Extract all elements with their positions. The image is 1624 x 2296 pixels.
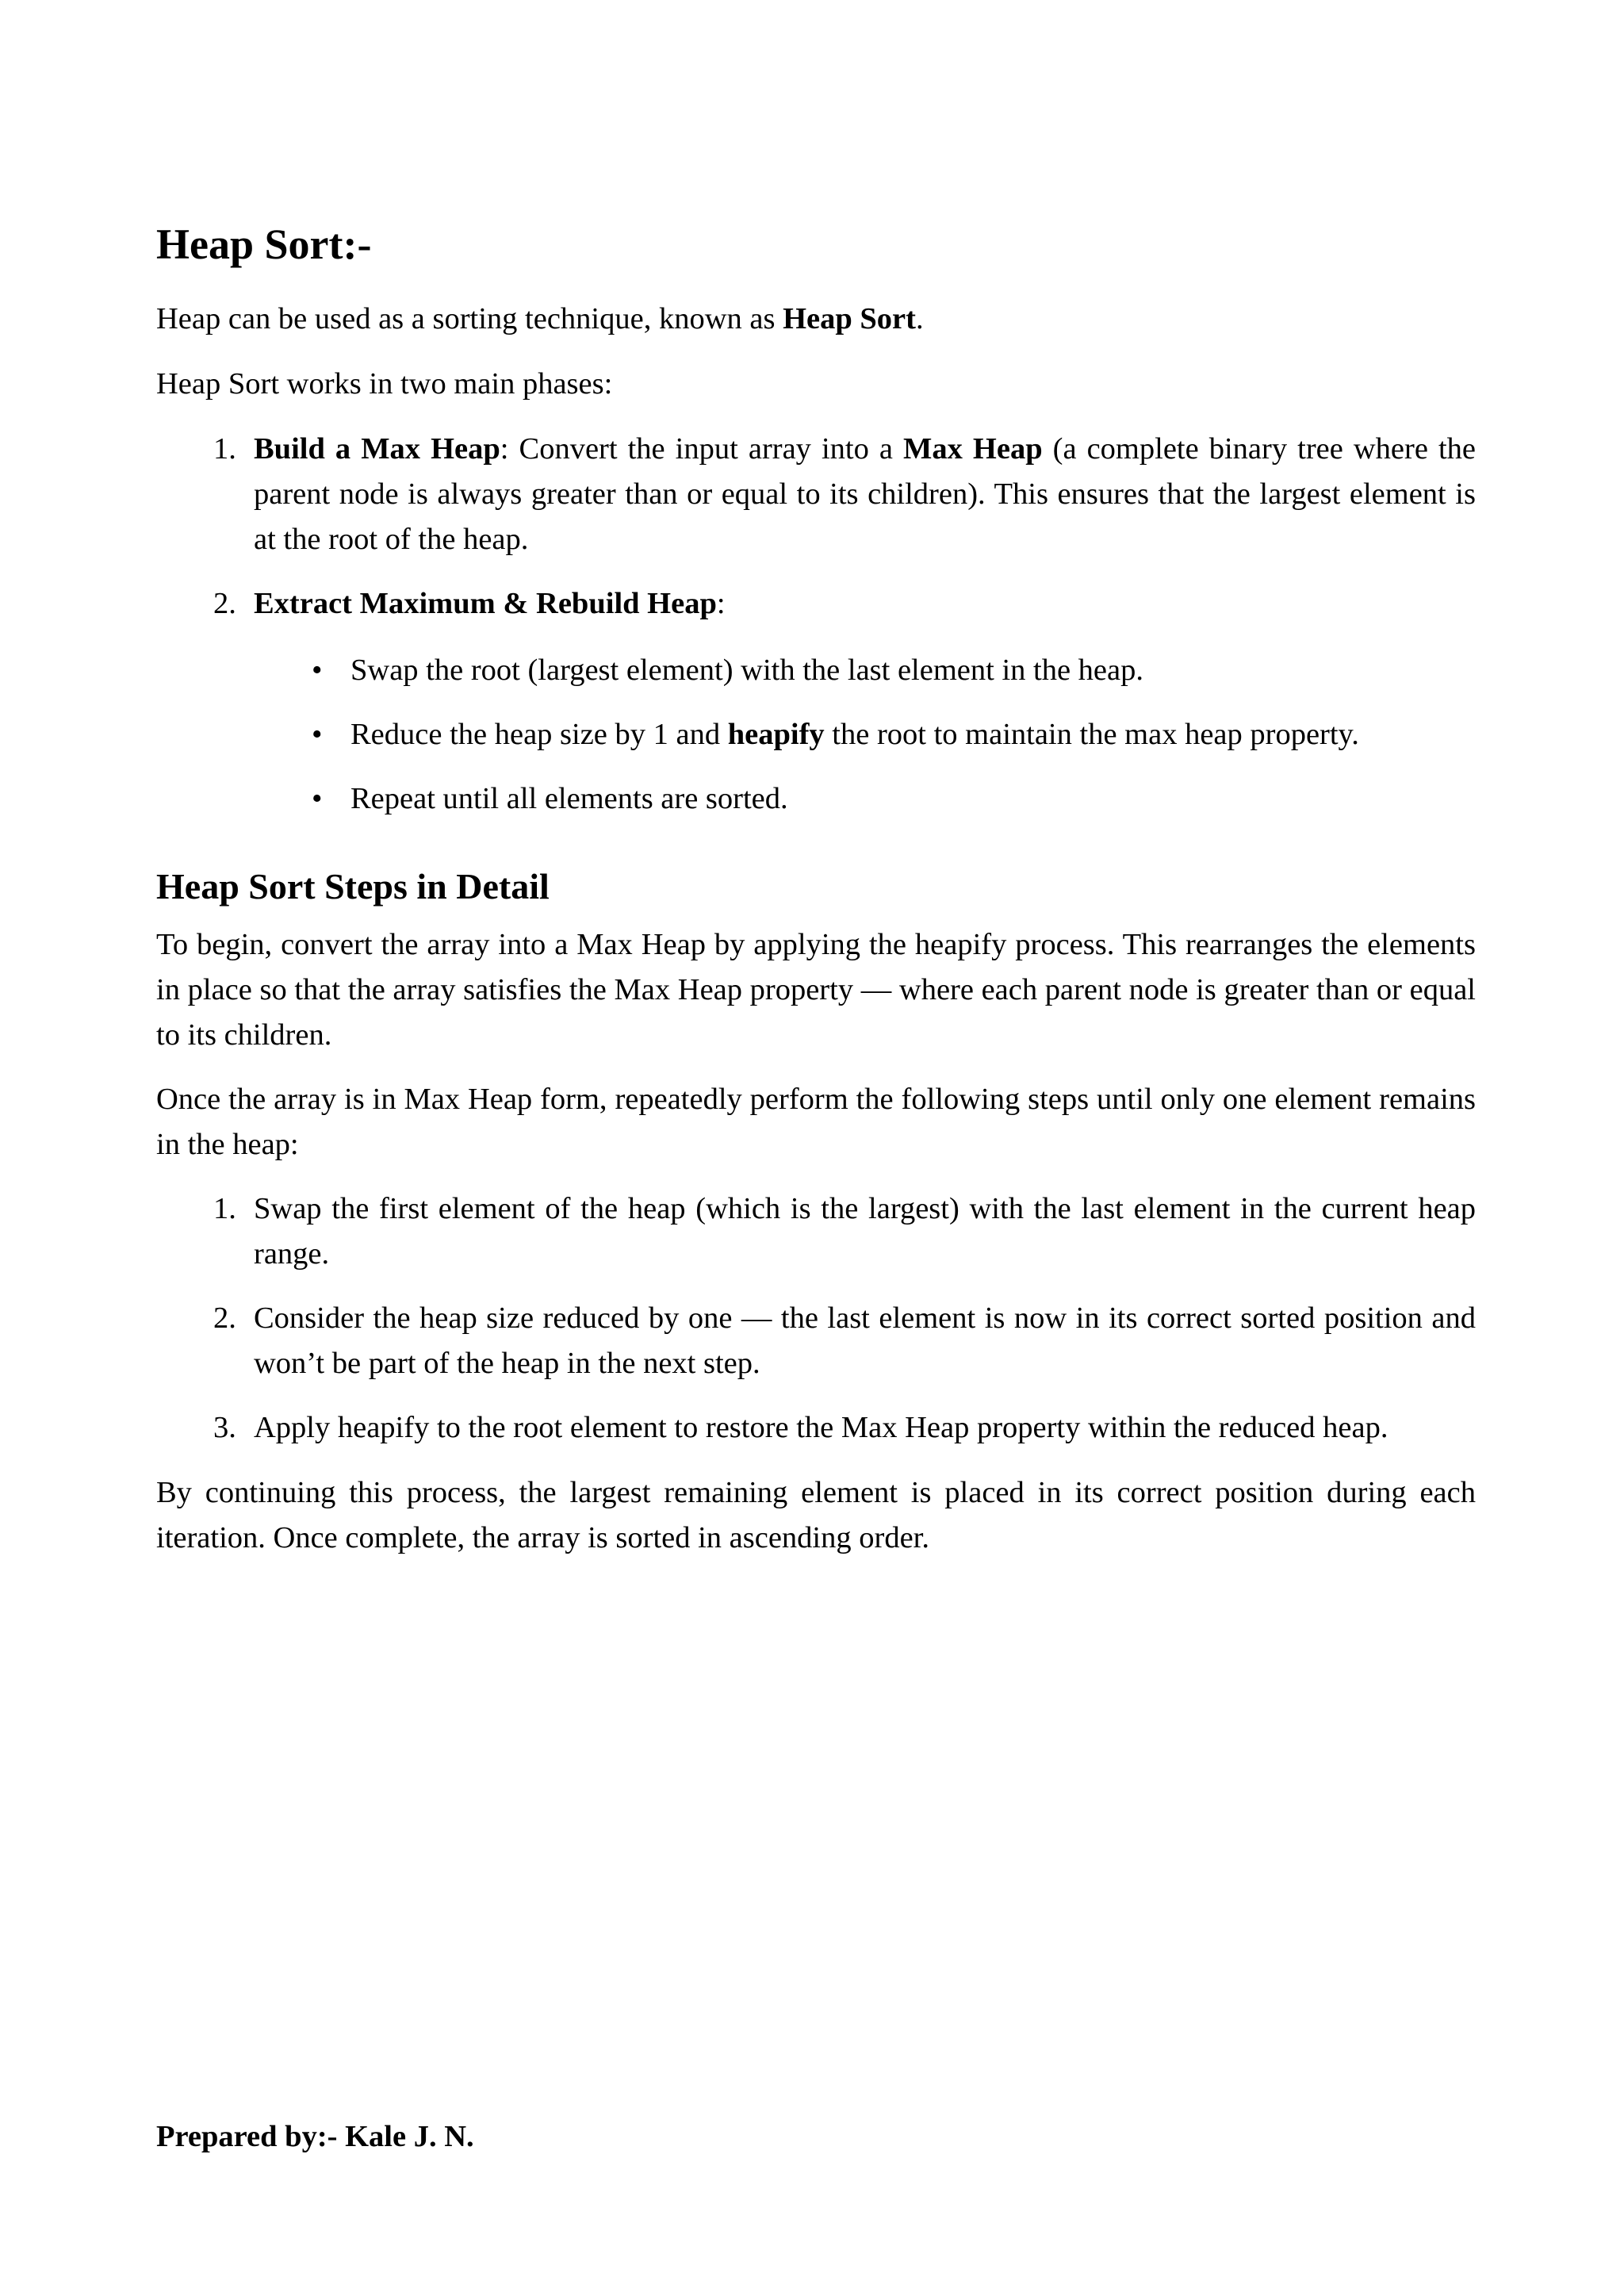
phase-1-text: : Convert the input array into a [500, 432, 904, 466]
list-number: 1. [213, 432, 236, 466]
bullet-text: the root to maintain the max heap property. [824, 718, 1359, 751]
phase-2-title: Extract Maximum & Rebuild Heap [254, 587, 717, 620]
phase-1-description: (a complete binary tree where the parent node is always greater than or equal to its children). This ensures that the largest element is at the root of the heap. [254, 432, 1476, 556]
bullet-glyph: • [312, 718, 323, 751]
phase-1-title: Build a Max Heap [254, 432, 500, 466]
list-number: 3. [213, 1411, 236, 1444]
section-paragraph-2: Once the array is in Max Heap form, repeatedly perform the following steps until only one element remains in the heap: [156, 1083, 1476, 1161]
section-paragraph-3: By continuing this process, the largest remaining element is placed in its correct position during each iteration. Once complete, the array is sorted in ascending order. [156, 1476, 1476, 1554]
step-text: Apply heapify to the root element to restore the Max Heap property within the reduced heap. [254, 1411, 1388, 1444]
intro-punctuation: . [915, 302, 924, 335]
step-item-3 [156, 1405, 1476, 1451]
bullet-text: Repeat until all elements are sorted. [350, 782, 788, 815]
step-text: Swap the first element of the heap (which is the largest) with the last element in the current heap range. [254, 1192, 1476, 1271]
section-heading: Heap Sort Steps in Detail [156, 866, 550, 907]
bullet-item [156, 776, 1476, 822]
list-number: 2. [213, 1301, 236, 1335]
step-item-1 [156, 1186, 1476, 1277]
list-number: 2. [213, 587, 236, 620]
bullet-glyph: • [312, 654, 323, 687]
intro-bold-term: Heap Sort [783, 302, 916, 335]
phases-list [156, 427, 1476, 627]
bullet-glyph: • [312, 782, 323, 815]
document-page [156, 0, 1476, 2296]
intro-paragraph-2: Heap Sort works in two main phases: [156, 367, 613, 401]
intro-paragraph-1 [156, 297, 1476, 342]
bullet-item [156, 648, 1476, 693]
footer-author: Prepared by:- Kale J. N. [156, 2120, 474, 2153]
bullet-text: Reduce the heap size by 1 and [350, 718, 728, 751]
intro-text: Heap can be used as a sorting technique, known as [156, 302, 783, 335]
section-paragraph-1: To begin, convert the array into a Max Heap by applying the heapify process. This rearranges the elements in place so that the array satisfies the Max Heap property — where each parent node is greater than or equal to its children. [156, 928, 1476, 1052]
phase-2-colon: : [716, 587, 726, 620]
bullet-item [156, 712, 1476, 757]
step-text: Consider the heap size reduced by one — the last element is now in its correct sorted position and won’t be part of the heap in the next step. [254, 1301, 1476, 1380]
phase-2-bullets [156, 648, 1476, 822]
list-number: 1. [213, 1192, 236, 1225]
page-title: Heap Sort:- [156, 220, 372, 268]
step-item-2 [156, 1296, 1476, 1386]
steps-list [156, 1186, 1476, 1451]
phase-item-1 [156, 427, 1476, 562]
phase-1-bold-term: Max Heap [903, 432, 1043, 466]
bullet-text: Swap the root (largest element) with the last element in the heap. [350, 654, 1143, 687]
phase-item-2 [156, 581, 1476, 627]
bullet-bold-term: heapify [727, 718, 825, 751]
